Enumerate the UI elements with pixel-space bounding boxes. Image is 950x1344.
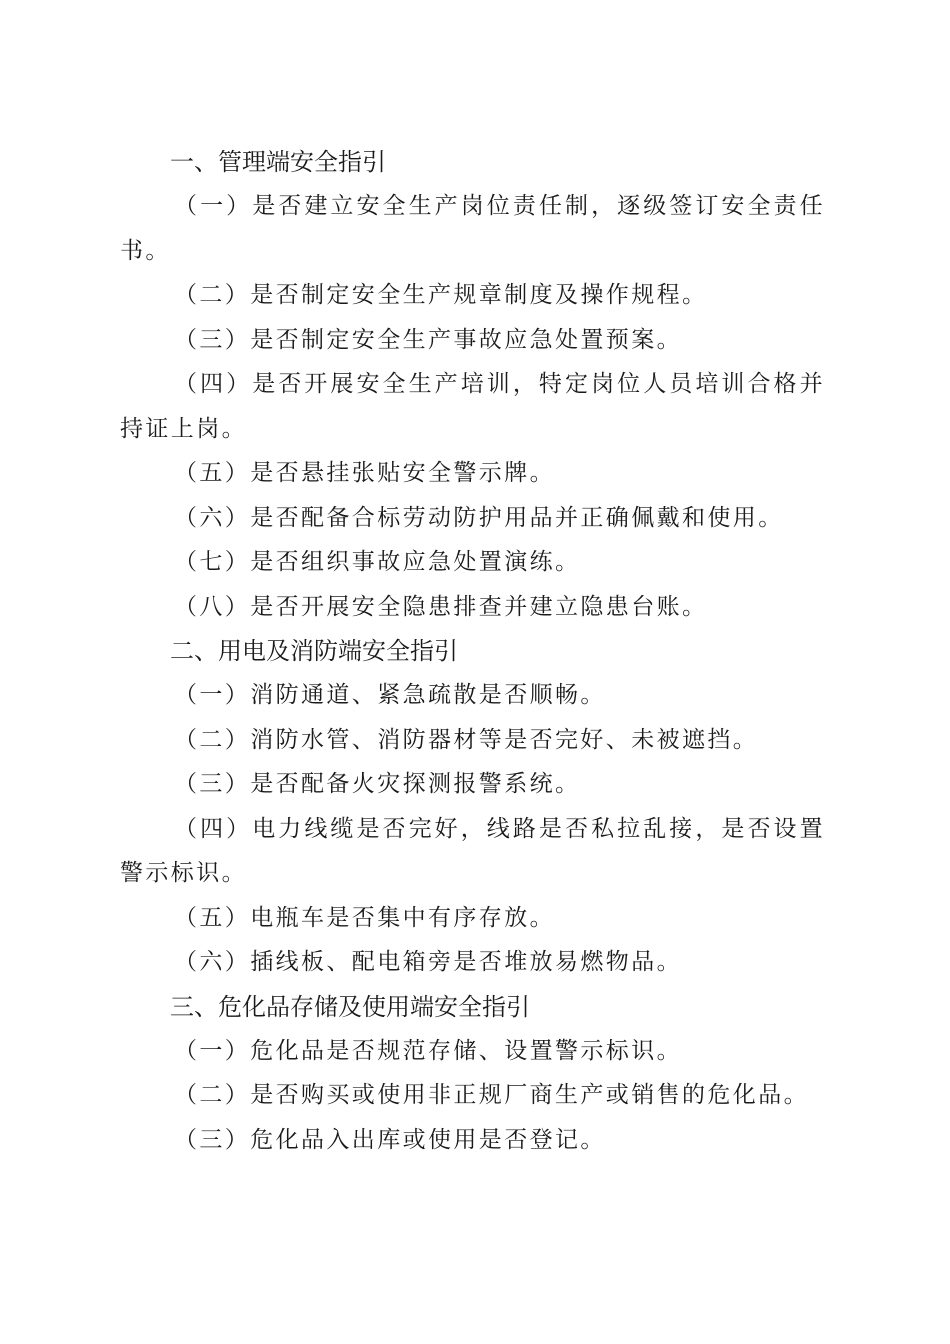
list-item: （二）是否制定安全生产规章制度及操作规程。 [174,282,708,308]
list-item: （四）电力线缆是否完好，线路是否私拉乱接，是否设置警示标识。 [120,815,825,886]
list-item: （三）危化品入出库或使用是否登记。 [174,1126,606,1153]
list-item: （五）电瓶车是否集中有序存放。 [174,904,555,931]
list-item: （一）是否建立安全生产岗位责任制，逐级签订安全责任书。 [120,193,825,264]
list-item: （六）是否配备合标劳动防护用品并正确佩戴和使用。 [174,504,784,531]
list-item: （七）是否组织事故应急处置演练。 [174,549,581,575]
list-item: （五）是否悬挂张贴安全警示牌。 [174,460,555,486]
list-item: （三）是否制定安全生产事故应急处置预案。 [174,326,682,353]
list-item: （三）是否配备火灾探测报警系统。 [174,771,581,797]
section-heading-electric-fire: 二、用电及消防端安全指引 [170,637,458,665]
list-item: （一）消防通道、紧急疏散是否顺畅。 [174,682,606,708]
section-heading-management: 一、管理端安全指引 [170,148,386,176]
list-item: （二）是否购买或使用非正规厂商生产或销售的危化品。 [174,1082,809,1108]
list-item: （四）是否开展安全生产培训，特定岗位人员培训合格并持证上岗。 [120,371,825,442]
list-item: （二）消防水管、消防器材等是否完好、未被遮挡。 [174,726,759,753]
list-item: （八）是否开展安全隐患排查并建立隐患台账。 [174,593,708,620]
section-heading-hazardous-chemicals: 三、危化品存储及使用端安全指引 [170,992,530,1021]
list-item: （六）插线板、配电箱旁是否堆放易燃物品。 [174,949,682,975]
list-item: （一）危化品是否规范存储、设置警示标识。 [174,1037,682,1064]
document-body [120,140,825,1162]
